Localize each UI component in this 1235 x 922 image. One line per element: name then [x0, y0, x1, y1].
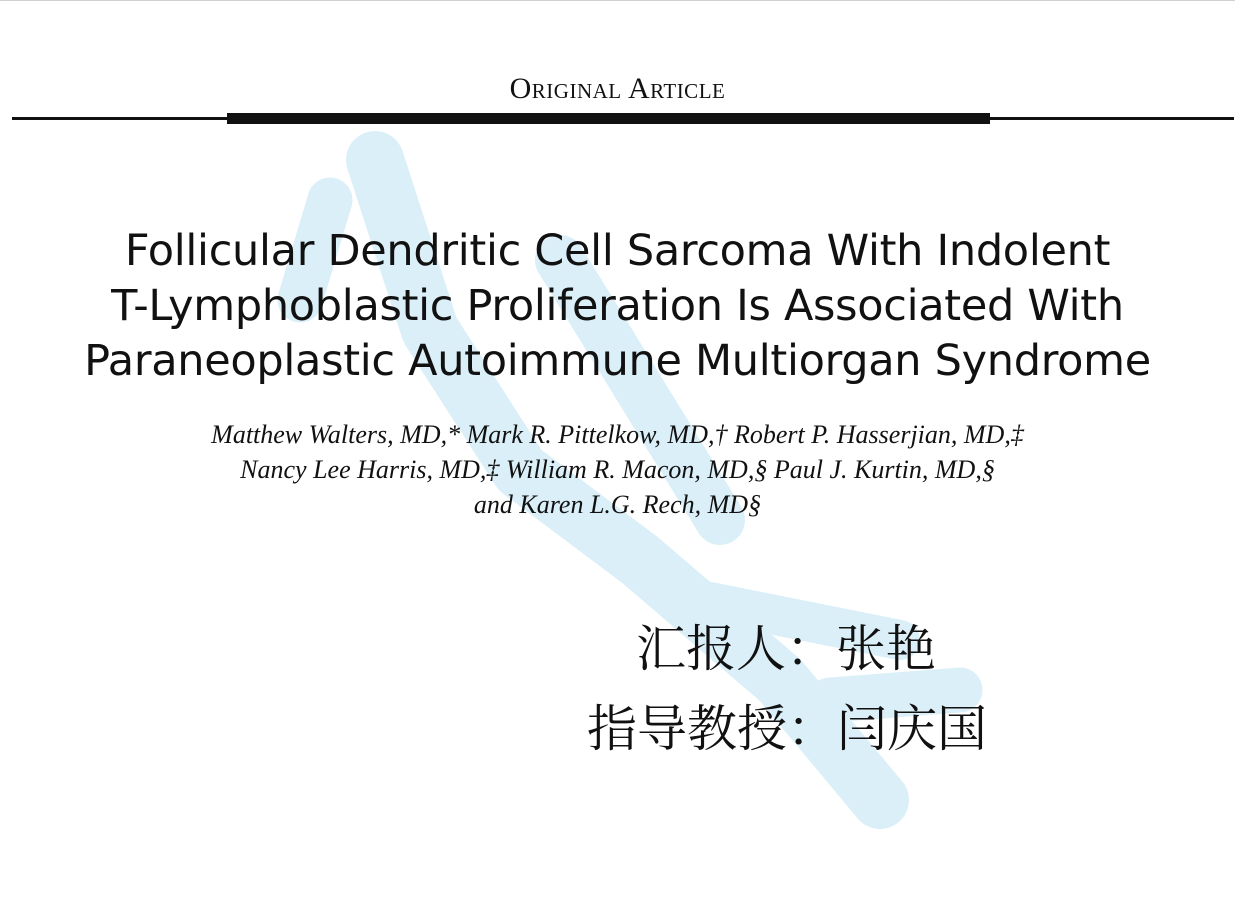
header-rule-thick	[227, 113, 990, 124]
author-line-2: Nancy Lee Harris, MD,‡ William R. Macon, MD,§ Paul J. Kurtin, MD,§	[240, 455, 995, 484]
title-line-3: Paraneoplastic Autoimmune Multiorgan Syndrome	[84, 336, 1151, 386]
advisor-label: 指导教授：闫庆国	[587, 700, 987, 758]
author-line-1: Matthew Walters, MD,* Mark R. Pittelkow, MD,† Robert P. Hasserjian, MD,‡	[211, 420, 1024, 449]
title-line-2: T-Lymphoblastic Proliferation Is Associated With	[111, 281, 1124, 331]
section-label: Original Article	[509, 72, 726, 105]
presenter-label: 汇报人：张艳	[636, 620, 936, 678]
author-line-3: and Karen L.G. Rech, MD§	[473, 490, 762, 519]
article-title	[0, 224, 1235, 389]
author-list	[0, 417, 1235, 522]
title-line-1: Follicular Dendritic Cell Sarcoma With Indolent	[124, 226, 1111, 276]
